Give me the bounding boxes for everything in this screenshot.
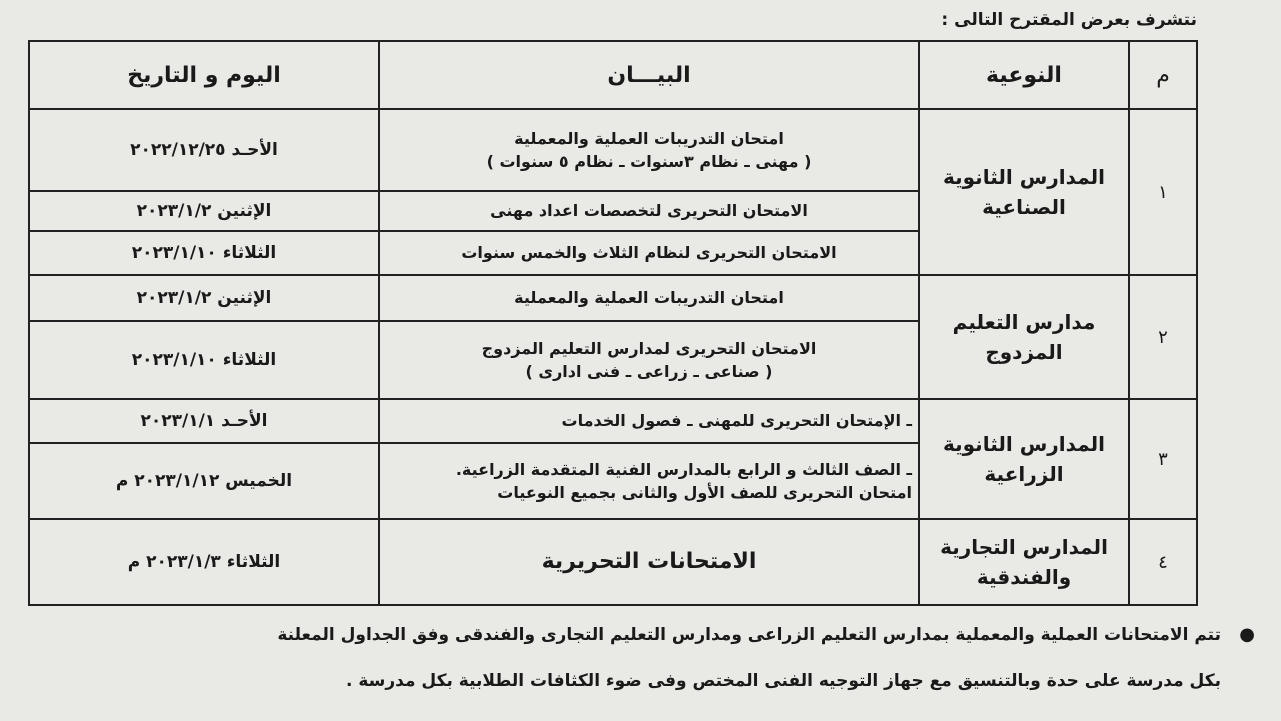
group-number: ٢: [1129, 275, 1197, 399]
statement-text: الامتحانات التحريرية: [541, 549, 757, 575]
date-cell: الإثنين ٢٠٢٣/١/٢: [29, 275, 379, 321]
statement-text: ـ الإمتحان التحريرى للمهنى ـ فصول الخدمات: [561, 411, 912, 431]
table-row: [29, 275, 1197, 321]
group-number: ١: [1129, 109, 1197, 275]
statement-cell: [379, 519, 919, 605]
group-number: ٤: [1129, 519, 1197, 605]
statement-cell: [379, 443, 919, 519]
date-cell: الخميس ٢٠٢٣/١/١٢ م: [29, 443, 379, 519]
date-cell: الثلاثاء ٢٠٢٣/١/١٠: [29, 231, 379, 275]
header-type: النوعية: [919, 41, 1129, 109]
statement-text: الامتحان التحريرى لمدارس التعليم المزدوج: [481, 338, 817, 358]
statement-text: الامتحان التحريرى لنظام الثلاث والخمس سنوات: [461, 243, 837, 263]
statement-cell: [379, 109, 919, 191]
statement-text: امتحان التدريبات العملية والمعملية: [514, 128, 784, 148]
statement-text: ـ الصف الثالث و الرابع بالمدارس الفنية المتقدمة الزراعية.: [455, 459, 912, 479]
header-statement: البيـــان: [379, 41, 919, 109]
school-type: مدارس التعليم المزدوج: [919, 275, 1129, 399]
table-row: [29, 519, 1197, 605]
exam-schedule-table: [28, 40, 1198, 606]
header-num: م: [1129, 41, 1197, 109]
statement-cell: [379, 275, 919, 321]
bullet-icon: ●: [1239, 624, 1255, 645]
header-date: اليوم و التاريخ: [29, 41, 379, 109]
table-row: [29, 109, 1197, 191]
table-header-row: [29, 41, 1197, 109]
statement-cell: [379, 399, 919, 443]
note-text: بكل مدرسة على حدة وبالتنسيق مع جهاز التوجيه الفنى المختص وفى ضوء الكثافات الطلابية بكل مدرسة .: [345, 671, 1221, 691]
date-cell: الأحـد ٢٠٢٢/١٢/٢٥: [29, 109, 379, 191]
note-bullet-line-1: [30, 618, 1255, 652]
school-type: المدارس الثانوية الصناعية: [919, 109, 1129, 275]
date-cell: الثلاثاء ٢٠٢٣/١/٣ م: [29, 519, 379, 605]
school-type: المدارس التجارية والفندقية: [919, 519, 1129, 605]
intro-text: نتشرف بعرض المقترح التالى :: [941, 10, 1197, 30]
statement-subtext: امتحان التحريرى للصف الأول والثانى بجميع النوعيات: [497, 483, 912, 502]
statement-text: الامتحان التحريرى لتخصصات اعداد مهنى: [490, 201, 808, 221]
group-number: ٣: [1129, 399, 1197, 519]
note-bullet-line-2: [30, 664, 1221, 698]
date-cell: الأحـد ٢٠٢٣/١/١: [29, 399, 379, 443]
note-text: تتم الامتحانات العملية والمعملية بمدارس التعليم الزراعى ومدارس التعليم التجارى والفندقى وفق الجداول المعلنة: [277, 625, 1221, 645]
statement-subtext: ( صناعى ـ زراعى ـ فنى ادارى ): [525, 362, 773, 381]
statement-subtext: ( مهنى ـ نظام ٣سنوات ـ نظام ٥ سنوات ): [486, 152, 812, 171]
statement-text: امتحان التدريبات العملية والمعملية: [514, 288, 784, 308]
date-cell: الإثنين ٢٠٢٣/١/٢: [29, 191, 379, 231]
statement-cell: [379, 321, 919, 399]
statement-cell: [379, 191, 919, 231]
school-type: المدارس الثانوية الزراعية: [919, 399, 1129, 519]
table-row: [29, 399, 1197, 443]
date-cell: الثلاثاء ٢٠٢٣/١/١٠: [29, 321, 379, 399]
statement-cell: [379, 231, 919, 275]
